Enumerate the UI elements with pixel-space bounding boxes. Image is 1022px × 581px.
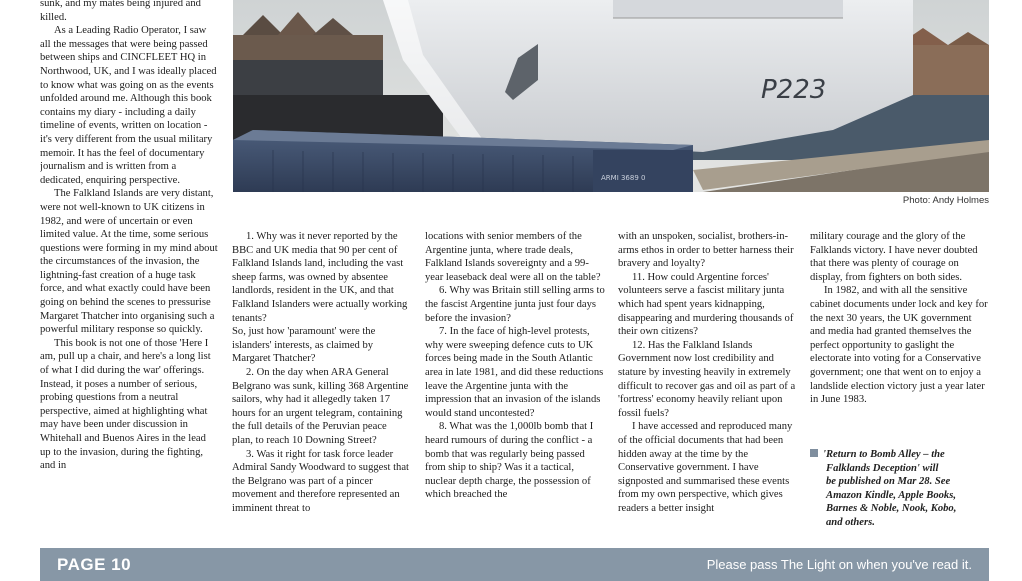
paragraph: So, just how 'paramount' were the islanders' interests, as claimed by Margaret Thatcher? [232,326,376,365]
callout-line: Falklands Deception' will [826,462,939,474]
container-text: ARMI 3689 0 [601,174,646,182]
article-column-2 [232,230,410,540]
article-column-1 [40,0,218,537]
paragraph: 6. Why was Britain still selling arms to the fascist Argentine junta just four days before the invasion? [425,285,605,324]
square-bullet-icon [810,449,818,457]
paragraph: 11. How could Argentine forces' volunteers serve a fascist military junta which had spent years kidnapping, disappearing and murdering thousands of their own citizens? [618,271,794,338]
book-callout [810,448,985,530]
paragraph: In 1982, and with all the sensitive cabinet documents under lock and key for the next 30 years, the UK government and media had granted themselves the perfect opportunity to gaslight the electorate into voting for a Conservative government; one that went on to enjoy a landslide election victory just a year later in June 1983. [810,285,988,406]
footer-tagline: Please pass The Light on when you've read it. [706,557,972,572]
paragraph: 1. Why was it never reported by the BBC and UK media that 90 per cent of Falkland Islands land, including the vast sheep farms, was owned by absentee landlords, resident in the UK, and that Falkland Islanders were actually working tenants? [232,231,408,324]
callout-line: be published on Mar 28. See [826,476,951,488]
paragraph: 2. On the day when ARA General Belgrano was sunk, killing 368 Argentine sailors, why had it allegedly taken 17 hours for an urgent telegram, containing the full details of the Peruvian peace plan, to reach 10 Downing Street? [232,366,409,446]
paragraph: This book is not one of those 'Here I am, pull up a chair, and here's a long list of what I did during the war' offerings. Instead, it poses a number of serious, probing questions from a neutral perspective, aimed at highlighting what may have been under discussion in Whitehall and Buenos Aires in the lead up to the invasion, during the fighting, and in [40,337,211,472]
callout-line: Barnes & Noble, Nook, Kobo, [826,503,957,515]
paragraph: 3. Was it right for task force leader Admiral Sandy Woodward to suggest that the Belgrano was part of a pincer movement and therefore represented an imminent threat to [232,448,409,514]
ship-photo-image [233,0,989,192]
page-number: PAGE 10 [57,555,132,574]
paragraph: sunk, and my mates being injured and killed. [40,0,201,23]
callout-line: and others. [826,516,875,528]
paragraph: 8. What was the 1,000lb bomb that I heard rumours of during the conflict - a bomb that was regularly being passed from ship to ship? Was it a tactical, nuclear depth charge, the possession of which breached the [425,421,594,501]
callout-line-text: 'Return to Bomb Alley – the [823,449,945,460]
article-column-3 [425,230,605,540]
photo-credit: Photo: Andy Holmes [902,195,989,206]
article-column-4 [618,230,798,540]
ship-photo [233,0,989,192]
paragraph: with an unspoken, socialist, brothers-in-arms ethos in order to better harness their bravery and loyalty? [618,231,794,270]
paragraph: I have accessed and reproduced many of the official documents that had been hidden away at the time by the Conservative government. I have signposted and summarised these events from my own perspective, which gives readers a better insight [618,421,793,514]
paragraph: locations with senior members of the Argentine junta, where trade deals, Falkland Islands sovereignty and a 99-year leaseback deal were all on the table? [425,231,601,283]
paragraph: military courage and the glory of the Falklands victory. I have never doubted that there was plenty of courage on display, from fighters on both sides. [810,231,978,283]
callout-line [810,448,985,462]
paragraph: As a Leading Radio Operator, I saw all the messages that were being passed between ships and CINCFLEET HQ in Northwood, UK, and I was ideally placed to know what was going on as the events unfolded around me. Although this book contains my diary - including a daily timeline of events, written on location - it's very different from the usual military memoir. It has the feel of documentary journalism and is written from a dedicated, enquiring perspective. [40,25,217,186]
page-footer [40,548,989,581]
paragraph: 12. Has the Falkland Islands Government now lost credibility and stature by investing heavily in extremely difficult to recover gas and oil as part of a 'fortress' economy heavily reliant upon fossil fuels? [618,339,796,419]
hull-number: P223 [761,75,827,105]
paragraph: The Falkland Islands are very distant, were not well-known to UK citizens in 1982, and were of uncertain or even limited value. At the time, some serious questions were forming in my mind about the circumstances of the invasion, the lightning-fast creation of a huge task force, and what exactly could have been going on behind the scenes to pressurise Margaret Thatcher into organising such a powerful military response so quickly. [40,188,218,336]
callout-line: Amazon Kindle, Apple Books, [826,489,956,501]
paragraph: 7. In the face of high-level protests, why were sweeping defence cuts to UK forces being made in the South Atlantic area in late 1981, and did these reductions leave the Argentine junta with the impression that an invasion of the islands would stand uncontested? [425,326,604,419]
